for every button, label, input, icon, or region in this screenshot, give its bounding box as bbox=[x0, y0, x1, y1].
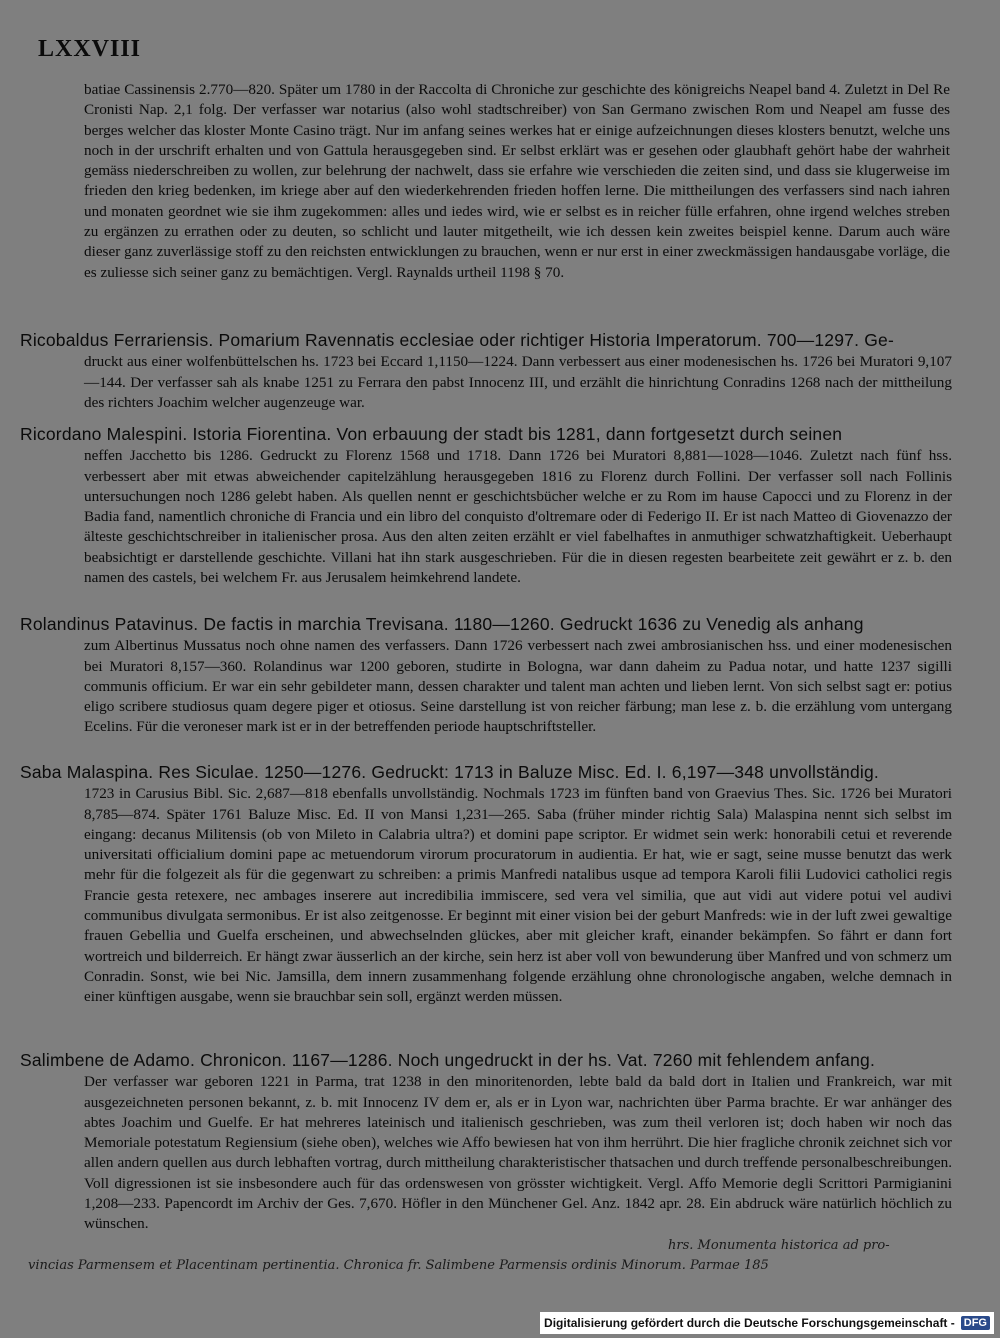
page-number: LXXVIII bbox=[38, 36, 142, 62]
entry-heading: Ricordano Malespini. Istoria Fiorentina. Von erbauung der stadt bis 1281, dann fortgesetzt durch seinen bbox=[20, 424, 843, 444]
handwritten-line: hrs. Monumenta historica ad pro- bbox=[668, 1238, 890, 1253]
dfg-logo-icon: DFG bbox=[961, 1316, 990, 1330]
entry-body: druckt aus einer wolfenbüttelschen hs. 1723 bei Eccard 1,1150—1224. Dann verbessert aus einer modenesischen hs. 1726 bei Muratori 9,107—144. Der verfasser sah als knabe 1251 zu Ferrara den pabst Innocenz III, und erzählt die hinrichtung Conradins 1268 nach der mittheilung des richters Joachim welcher augenzeuge war. bbox=[84, 353, 952, 411]
entry-salimbene bbox=[20, 1050, 952, 1235]
entry-heading: Rolandinus Patavinus. De factis in marchia Trevisana. 1180—1260. Gedruckt 1636 zu Venedig als anhang bbox=[20, 614, 864, 634]
entry-body: Der verfasser war geboren 1221 in Parma, trat 1238 in den minoritenorden, lebte bald da bald dort in Italien und Frankreich, war mit ausgezeichneten personen bekannt, z. b. mit Innocenz IV dem er, als er in Lyon war, nachrichten über Parma brachte. Er war anhänger des abtes Joachim und Guelfe. Er hat mehreres lateinisch und italienisch geschrieben, was zum theil verloren ist; doch haben wir noch das Memoriale potestatum Regiensium (siehe oben), welches wie Affo bewiesen hat von ihm herrührt. Die hier fragliche chronik zeichnet sich vor allen andern quellen aus durch lebhaften vortrag, durch mittheilung charakteristischer thatsachen und durch treffende personalbeschreibungen. Voll digressionen ist sie insbesondere auch für das ordenswesen von grösster wichtigkeit. Vergl. Affo Memorie degli Scrittori Parmigianini 1,208—233. Papencordt im Archiv der Ges. 7,670. Höfler in den Münchener Gel. Anz. 1842 apr. 28. Ein abdruck wäre natürlich höchlich zu wünschen. bbox=[84, 1073, 952, 1233]
footer-text: Digitalisierung gefördert durch die Deutsche Forschungsgemeinschaft - bbox=[544, 1316, 955, 1330]
entry-body: zum Albertinus Mussatus noch ohne namen des verfassers. Dann 1726 verbessert nach zwei ambrosianischen hss. und einer modenesischen bei Muratori 8,157—360. Rolandinus war 1200 geboren, studirte in Bologna, war dann daheim zu Padua notar, und hatte 1237 sigilli communis officium. Er war ein sehr gebildeter mann, dessen charakter und talent man achten und lieben lernt. Von sich selbst sagt er: potius eligo scribere studiosus quam degere piger et otiosus. Seine darstellung ist von reicher färbung; man lese z. b. die erzählung vom untergang Ecelins. Für die veroneser mark ist er in der betreffenden periode hauptschriftsteller. bbox=[84, 637, 952, 736]
handwritten-line: vincias Parmensem et Placentinam pertinentia. Chronica fr. Salimbene Parmensis ordinis Minorum. Parmae 185 bbox=[28, 1258, 769, 1273]
digitization-footer bbox=[540, 1312, 994, 1334]
entry-body: 1723 in Carusius Bibl. Sic. 2,687—818 ebenfalls unvollständig. Nochmals 1723 im fünften band von Graevius Thes. Sic. 1726 bei Muratori 8,785—874. Später 1761 Baluze Misc. Ed. II von Mansi 1,231—265. Saba (früher minder richtig Sala) Malaspina nennt sich selbst im eingang: decanus Militensis (ob von Mileto in Calabria ultra?) et domini pape scriptor. Er widmet sein werk: honorabili cetui et reverende universitati officialium domini pape ac metuendorum virorum procuratorum in audientia. Er hat, wie er sagt, seine musse benutzt das werk mehr für die folgezeit als für die gegenwart zu schreiben: a primis Manfredi natalibus usque ad tempora Karoli filii Ludovici catholici regis Francie gesta retexere, nec ambages inserere aut incredibilia immiscere, sed vera vel similia, que aut vidi aut videre potui vel audivi communibus divulgata sermonibus. Er ist also zeitgenosse. Er beginnt mit einer vision bei der geburt Manfreds: wie in der luft zwei gewaltige frauen Gebellia und Guelfa erscheinen, und abwechselnden glückes, aber mit gleicher kraft, einander bekämpfen. So fährt er dann fort wortreich und bilderreich. Er hängt zwar äusserlich an der kirche, sein herz ist aber voll von bewunderung über Manfred und von schmerz um Conradin. Sonst, wie bei Nic. Jamsilla, dem innern zusammenhang folgende erzählung ohne chronologische angaben, welche demnach in einer künftigen ausgabe, wenn sie brauchbar sein soll, ergänzt werden müssen. bbox=[84, 785, 952, 1006]
entry-rolandinus bbox=[20, 614, 952, 738]
entry-saba bbox=[20, 762, 952, 1008]
handwritten-note bbox=[28, 1236, 968, 1276]
entry-ricordano bbox=[20, 424, 952, 588]
entry-ricobaldus bbox=[20, 330, 952, 413]
entry-heading: Saba Malaspina. Res Siculae. 1250—1276. Gedruckt: 1713 in Baluze Misc. Ed. I. 6,197—348 unvollständig. bbox=[20, 762, 879, 782]
entry-body: neffen Jacchetto bis 1286. Gedruckt zu Florenz 1568 und 1718. Dann 1726 bei Muratori 8,881—1028—1046. Zuletzt nach fünf hss. verbessert aber mit etwas abweichender capitelzählung herausgegeben 1816 zu Florenz durch Follini. Der verfasser soll nach Follinis untersuchungen noch 1286 gelebt haben. Als quellen nennt er geschichtsbücher welche er zu Rom im hause Capocci und zu Florenz in der Badia fand, namentlich chroniche di Francia und ein libro del conquisto d'oltremare oder di Federigo II. Er ist nach Matteo di Giovenazzo der älteste geschichtschreiber in italienischer prosa. Aus den alten zeiten erzählt er viel fabelhaftes in anmuthiger schwatzhaftigkeit. Ueberhaupt beabsichtigt er darstellende geschichte. Villani hat ihn stark ausgeschrieben. Für die in diesen regesten bearbeitete zeit gewährt er z. b. den namen des castels, bei welchem Fr. aus Jerusalem heimkehrend landete. bbox=[84, 447, 952, 587]
intro-paragraph: batiae Cassinensis 2.770—820. Später um 1780 in der Raccolta di Chroniche zur geschichte des königreichs Neapel band 4. Zuletzt in Del Re Cronisti Nap. 2,1 folg. Der verfasser war notarius (also wohl stadtschreiber) von San Germano zwischen Rom und Neapel am fusse des berges welcher das kloster Monte Casino trägt. Nur im anfang seines werkes hat er einige aufzeichnungen dieses klosters benutzt, welche uns noch in der urschrift erhalten und von Gattula herausgegeben sind. Er selbst erklärt was er gesehen oder glaubhaft gehört habe der wahrheit gemäss niederschreiben zu wollen, zur belehrung der nachwelt, dass sie erfahre wie verschieden die zeiten sind, und dass sie klugerweise im frieden den krieg bedenken, im kriege aber auf den wiederkehrenden frieden hoffen lerne. Die mittheilungen des verfassers sind nach iahren und monaten geordnet wie sie ihm zugekommen: alles und iedes wird, wie er selbst es in reicher fülle erfahren, ohne irgend welches streben zu ergänzen zu errathen oder zu deuten, so schlicht und lauter mitgetheilt, wie ich dessen kein zweites beispiel kenne. Darum auch wäre dieser ganz zuverlässige stoff zu den reichsten entwicklungen zu brauchen, wenn er nur erst in einer zweckmässigen handausgabe vorläge, die es zuliesse sich seiner ganz zu bemächtigen. Vergl. Raynalds urtheil 1198 § 70. bbox=[84, 81, 950, 281]
entry-heading: Ricobaldus Ferrariensis. Pomarium Ravennatis ecclesiae oder richtiger Historia Imperatorum. 700—1297. Ge- bbox=[20, 330, 894, 350]
entry-heading: Salimbene de Adamo. Chronicon. 1167—1286. Noch ungedruckt in der hs. Vat. 7260 mit fehlendem anfang. bbox=[20, 1050, 876, 1070]
